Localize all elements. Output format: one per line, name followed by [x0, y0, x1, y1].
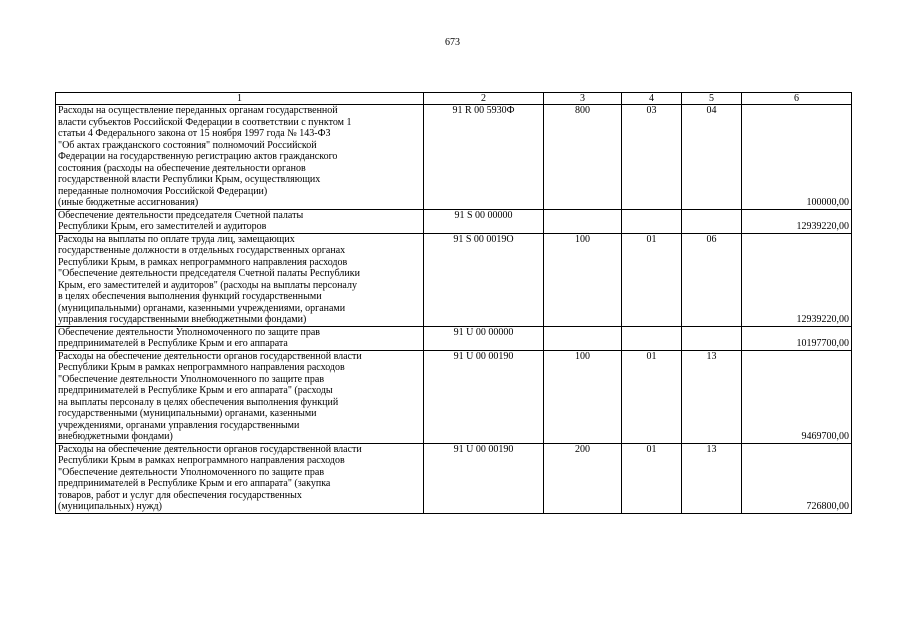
- amount-value: 12939220,00: [742, 233, 852, 326]
- expense-description: [56, 443, 424, 513]
- column-header-5: 5: [682, 93, 742, 105]
- description-line: Расходы на обеспечение деятельности органов государственной власти: [58, 350, 362, 362]
- column-header-2: 2: [424, 93, 544, 105]
- expense-description: [56, 326, 424, 350]
- description-line: "Обеспечение деятельности председателя Счетной палаты Республики: [58, 268, 360, 279]
- description-line: Республики Крым, в рамках непрограммного направления расходов: [58, 256, 348, 268]
- column-header-3: 3: [544, 93, 622, 105]
- description-line: статьи 4 Федерального закона от 15 ноября 1997 года № 143-ФЗ: [58, 128, 331, 139]
- description-line: учреждениями, органами управления государственными: [58, 419, 300, 431]
- subsection-code: 06: [682, 233, 742, 326]
- budget-classification-code: 91 S 00 0019О: [424, 233, 544, 326]
- table-row: [56, 209, 852, 233]
- expense-type-code: 200: [544, 443, 622, 513]
- description-line: государственной власти Республики Крым, осуществляющих: [58, 174, 321, 185]
- expense-description: [56, 105, 424, 210]
- subsection-code: 13: [682, 350, 742, 443]
- description-line: предпринимателей в Республике Крым и его аппарата: [58, 338, 288, 349]
- amount-value: 100000,00: [742, 105, 852, 210]
- subsection-code: 13: [682, 443, 742, 513]
- column-header-4: 4: [622, 93, 682, 105]
- description-line: Крым, его заместителей и аудиторов" (расходы на выплаты персоналу: [58, 279, 357, 291]
- expense-description: [56, 350, 424, 443]
- expense-type-code: [544, 209, 622, 233]
- expense-description: [56, 209, 424, 233]
- column-number-row: [56, 93, 852, 105]
- column-header-6: 6: [742, 93, 852, 105]
- description-line: государственными (муниципальными) органами, казенными: [58, 408, 317, 419]
- description-line: Республики Крым в рамках непрограммного направления расходов: [58, 455, 345, 466]
- description-line: Расходы на обеспечение деятельности органов государственной власти: [58, 443, 362, 455]
- description-line: "Об актах гражданского состояния" полномочий Российской: [58, 139, 317, 151]
- budget-table: [55, 92, 852, 514]
- description-line: Обеспечение деятельности председателя Счетной палаты: [58, 209, 304, 221]
- budget-classification-code: 91 U 00 00000: [424, 326, 544, 350]
- expense-type-code: 100: [544, 233, 622, 326]
- subsection-code: 04: [682, 105, 742, 210]
- description-line: предпринимателей в Республике Крым и его аппарата" (расходы: [58, 385, 333, 396]
- description-line: товаров, работ и услуг для обеспечения государственных: [58, 489, 302, 501]
- section-code: 01: [622, 443, 682, 513]
- table-row: [56, 105, 852, 210]
- description-line: "Обеспечение деятельности Уполномоченного по защите прав: [58, 466, 325, 478]
- page-number: 673: [445, 37, 460, 48]
- section-code: [622, 209, 682, 233]
- description-line: внебюджетными фондами): [58, 431, 173, 442]
- section-code: 01: [622, 233, 682, 326]
- description-line: (муниципальных) нужд): [58, 501, 162, 512]
- description-line: власти субъектов Российской Федерации в соответствии с пунктом 1: [58, 116, 352, 128]
- expense-type-code: [544, 326, 622, 350]
- description-line: государственные должности в отдельных государственных органах: [58, 245, 346, 256]
- description-line: Расходы на осуществление переданных органам государственной: [58, 105, 338, 116]
- description-line: в целях обеспечения выполнения функций государственными: [58, 291, 322, 302]
- description-line: (муниципальными) органами, казенными учреждениями, органами: [58, 302, 346, 314]
- expense-description: [56, 233, 424, 326]
- section-code: [622, 326, 682, 350]
- table-row: [56, 443, 852, 513]
- budget-classification-code: 91 R 00 5930Ф: [424, 105, 544, 210]
- description-line: на выплаты персоналу в целях обеспечения выполнения функций: [58, 396, 339, 408]
- description-line: (иные бюджетные ассигнования): [58, 197, 199, 208]
- table-row: [56, 326, 852, 350]
- description-line: переданные полномочия Российской Федерации): [58, 185, 268, 197]
- table-row: [56, 350, 852, 443]
- description-line: предпринимателей в Республике Крым и его аппарата" (закупка: [58, 478, 331, 489]
- table-row: [56, 233, 852, 326]
- column-header-1: 1: [56, 93, 424, 105]
- description-line: состояния (расходы на обеспечение деятельности органов: [58, 162, 306, 174]
- description-line: управления государственными внебюджетными фондами): [58, 314, 307, 325]
- description-line: Республики Крым, его заместителей и аудиторов: [58, 221, 267, 232]
- amount-value: 10197700,00: [742, 326, 852, 350]
- description-line: Расходы на выплаты по оплате труда лиц, замещающих: [58, 233, 295, 245]
- section-code: 03: [622, 105, 682, 210]
- subsection-code: [682, 209, 742, 233]
- description-line: Республики Крым в рамках непрограммного направления расходов: [58, 362, 345, 373]
- budget-classification-code: 91 S 00 00000: [424, 209, 544, 233]
- description-line: Обеспечение деятельности Уполномоченного по защите прав: [58, 326, 320, 338]
- budget-classification-code: 91 U 00 00190: [424, 443, 544, 513]
- amount-value: 726800,00: [742, 443, 852, 513]
- section-code: 01: [622, 350, 682, 443]
- amount-value: 9469700,00: [742, 350, 852, 443]
- description-line: "Обеспечение деятельности Уполномоченного по защите прав: [58, 373, 325, 385]
- description-line: Федерации на государственную регистрацию актов гражданского: [58, 151, 338, 162]
- budget-classification-code: 91 U 00 00190: [424, 350, 544, 443]
- expense-type-code: 800: [544, 105, 622, 210]
- expense-type-code: 100: [544, 350, 622, 443]
- subsection-code: [682, 326, 742, 350]
- amount-value: 12939220,00: [742, 209, 852, 233]
